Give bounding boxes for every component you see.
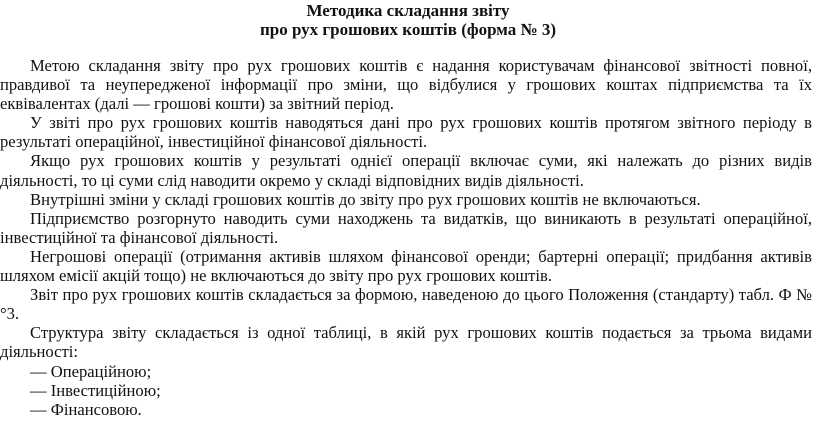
document-title: Методика складання звіту	[306, 1, 510, 20]
paragraph-gross-amounts: Підприємство розгорнуто наводить суми находжень та видатків, що виникають в результаті операційної, інвестиційної та фінансової діяльності.	[0, 208, 812, 247]
paragraph-purpose: Метою складання звіту про рух грошових коштів є надання користувачам фінансової звітності повної, правдивої та неупередженої інформації про зміни, що відбулися у грошових коштах підприємства та їх еквівалентах (далі — грошові кошти) за звітний період.	[0, 56, 812, 114]
paragraph-report-structure: Структура звіту складається із одної таблиці, в якій рух грошових коштів подається за трьома видами діяльності:	[0, 323, 812, 362]
activity-types-list	[0, 362, 812, 419]
list-item-operating: — Операційною;	[30, 361, 152, 381]
paragraph-report-contents: У звіті про рух грошових коштів наводяться дані про рух грошових коштів протягом звітного періоду в результаті операційної, інвестиційної фінансової діяльності.	[0, 113, 812, 152]
paragraph-noncash-operations: Негрошові операції (отримання активів шляхом фінансової оренди; бартерні операції; придбання активів шляхом емісії акцій тощо) не включаються до звіту про рух грошових коштів.	[0, 246, 812, 286]
document-body	[0, 56, 812, 419]
paragraph-internal-changes: Внутрішні зміни у складі грошових коштів до звіту про рух грошових коштів не включаються.	[30, 189, 701, 209]
list-item-investing: — Інвестиційною;	[30, 380, 161, 400]
list-item-financing: — Фінансовою.	[30, 399, 142, 419]
paragraph-mixed-operations: Якщо рух грошових коштів у результаті однієї операції включає суми, які належать до різних видів діяльності, то ці суми слід наводити окремо у складі відповідних видів діяльності.	[0, 151, 812, 190]
document-subtitle: про рух грошових коштів (форма № 3)	[259, 20, 557, 39]
paragraph-report-form: Звіт про рух грошових коштів складається за формою, наведеною до цього Положення (стандарту) табл. Ф №°3.	[0, 285, 812, 324]
